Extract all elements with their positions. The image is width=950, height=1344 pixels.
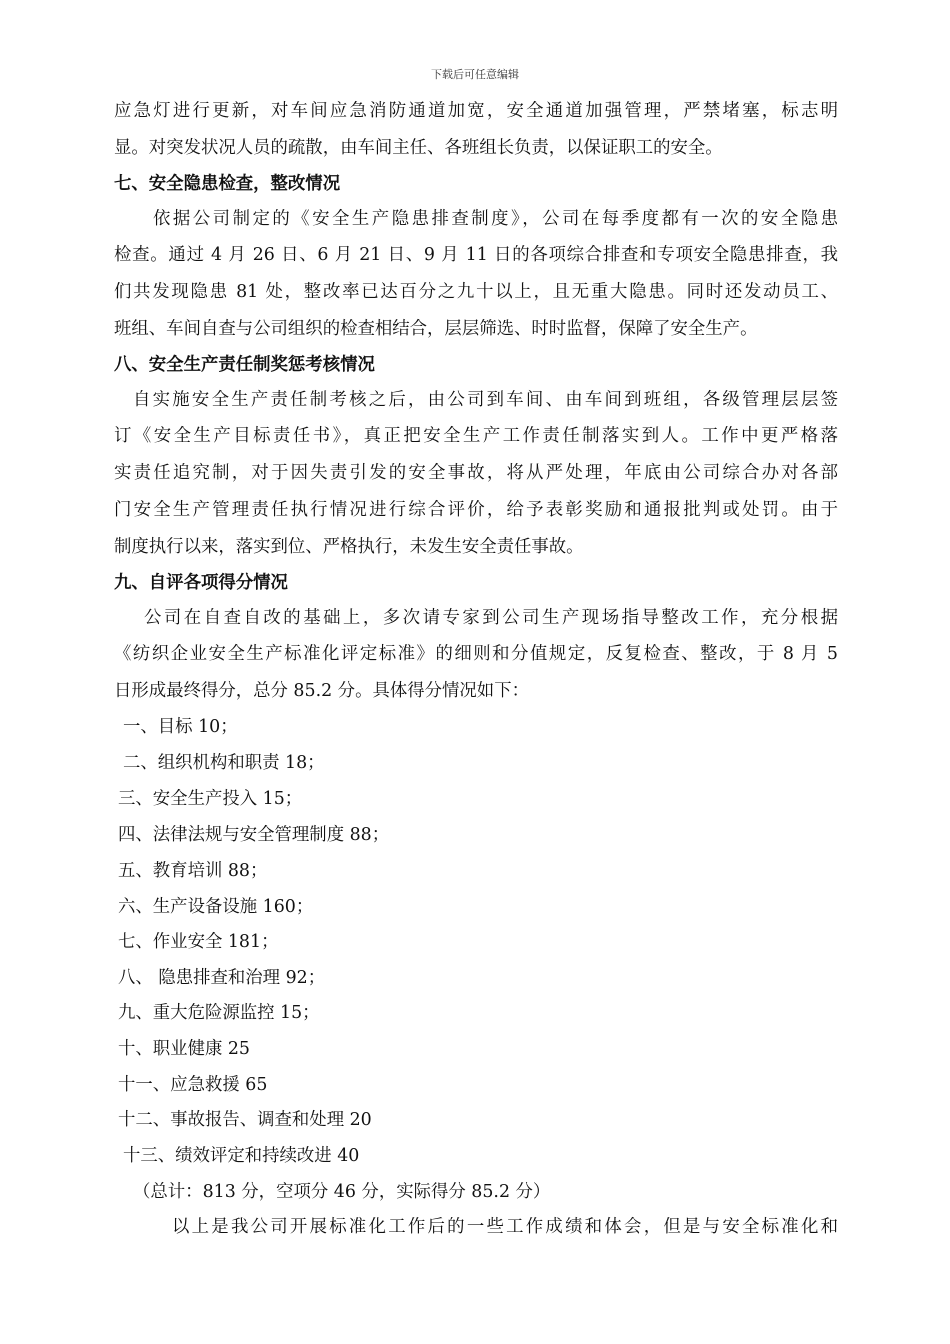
score-item: 三、安全生产投入 15； [118,789,303,809]
paragraph-line: 日形成最终得分，总分 85.2 分。具体得分情况如下： [114,681,529,701]
paragraph-line: 订《安全生产目标责任书》，真正把安全生产工作责任制落实到人。工作中更严格落 [114,426,838,446]
paragraph-line: 门安全生产管理责任执行情况进行综合评价，给予表彰奖励和通报批判或处罚。由于 [114,500,838,520]
paragraph-line: 《纺织企业安全生产标准化评定标准》的细则和分值规定，反复检查、整改，于 8 月 5 [114,644,838,664]
score-item: 二、组织机构和职责 18； [123,753,325,773]
paragraph-line: 依据公司制定的《安全生产隐患排查制度》，公司在每季度都有一次的安全隐患 [153,209,838,229]
score-item: 十三、绩效评定和持续改进 40 [123,1146,360,1166]
paragraph-line: 实责任追究制，对于因失责引发的安全事故，将从严处理，年底由公司综合办对各部 [114,463,838,483]
score-item: 七、作业安全 181； [118,932,279,952]
paragraph-line: 检查。通过 4 月 26 日、6 月 21 日、9 月 11 日的各项综合排查和专项安全隐患排查，我 [114,245,838,265]
paragraph-line: 显。对突发状况人员的疏散，由车间主任、各班组长负责，以保证职工的安全。 [114,138,723,158]
score-item: 八、 隐患排查和治理 92； [118,968,326,988]
paragraph-line: 们共发现隐患 81 处，整改率已达百分之九十以上，且无重大隐患。同时还发动员工、 [114,282,838,302]
score-item: 五、教育培训 88； [118,861,268,881]
score-item: 九、重大危险源监控 15； [118,1003,320,1023]
paragraph-line: 制度执行以来，落实到位、严格执行，未发生安全责任事故。 [114,537,584,557]
section-heading: 七、安全隐患检查，整改情况 [114,174,341,194]
section-heading: 九、自评各项得分情况 [114,573,288,593]
score-total: （总计：813 分，空项分 46 分，实际得分 85.2 分） [133,1182,551,1202]
paragraph-line: 应急灯进行更新，对车间应急消防通道加宽，安全通道加强管理，严禁堵塞，标志明 [114,101,838,121]
section-heading: 八、安全生产责任制奖惩考核情况 [114,355,375,375]
paragraph-line: 班组、车间自查与公司组织的检查相结合，层层筛选、时时监督，保障了安全生产。 [114,319,758,339]
score-item: 一、目标 10； [123,717,238,737]
score-item: 六、生产设备设施 160； [118,897,314,917]
paragraph-line: 自实施安全生产责任制考核之后，由公司到车间、由车间到班组，各级管理层层签 [133,390,838,410]
score-item: 十二、事故报告、调查和处理 20 [118,1110,372,1130]
score-item: 十一、应急救援 65 [118,1075,268,1095]
score-item: 四、法律法规与安全管理制度 88； [118,825,390,845]
page-header: 下载后可任意编辑 [431,68,519,81]
paragraph-line: 以上是我公司开展标准化工作后的一些工作成绩和体会，但是与安全标准化和 [172,1217,838,1237]
paragraph-line: 公司在自查自改的基础上，多次请专家到公司生产现场指导整改工作，充分根据 [144,608,838,628]
score-item: 十、职业健康 25 [118,1039,251,1059]
